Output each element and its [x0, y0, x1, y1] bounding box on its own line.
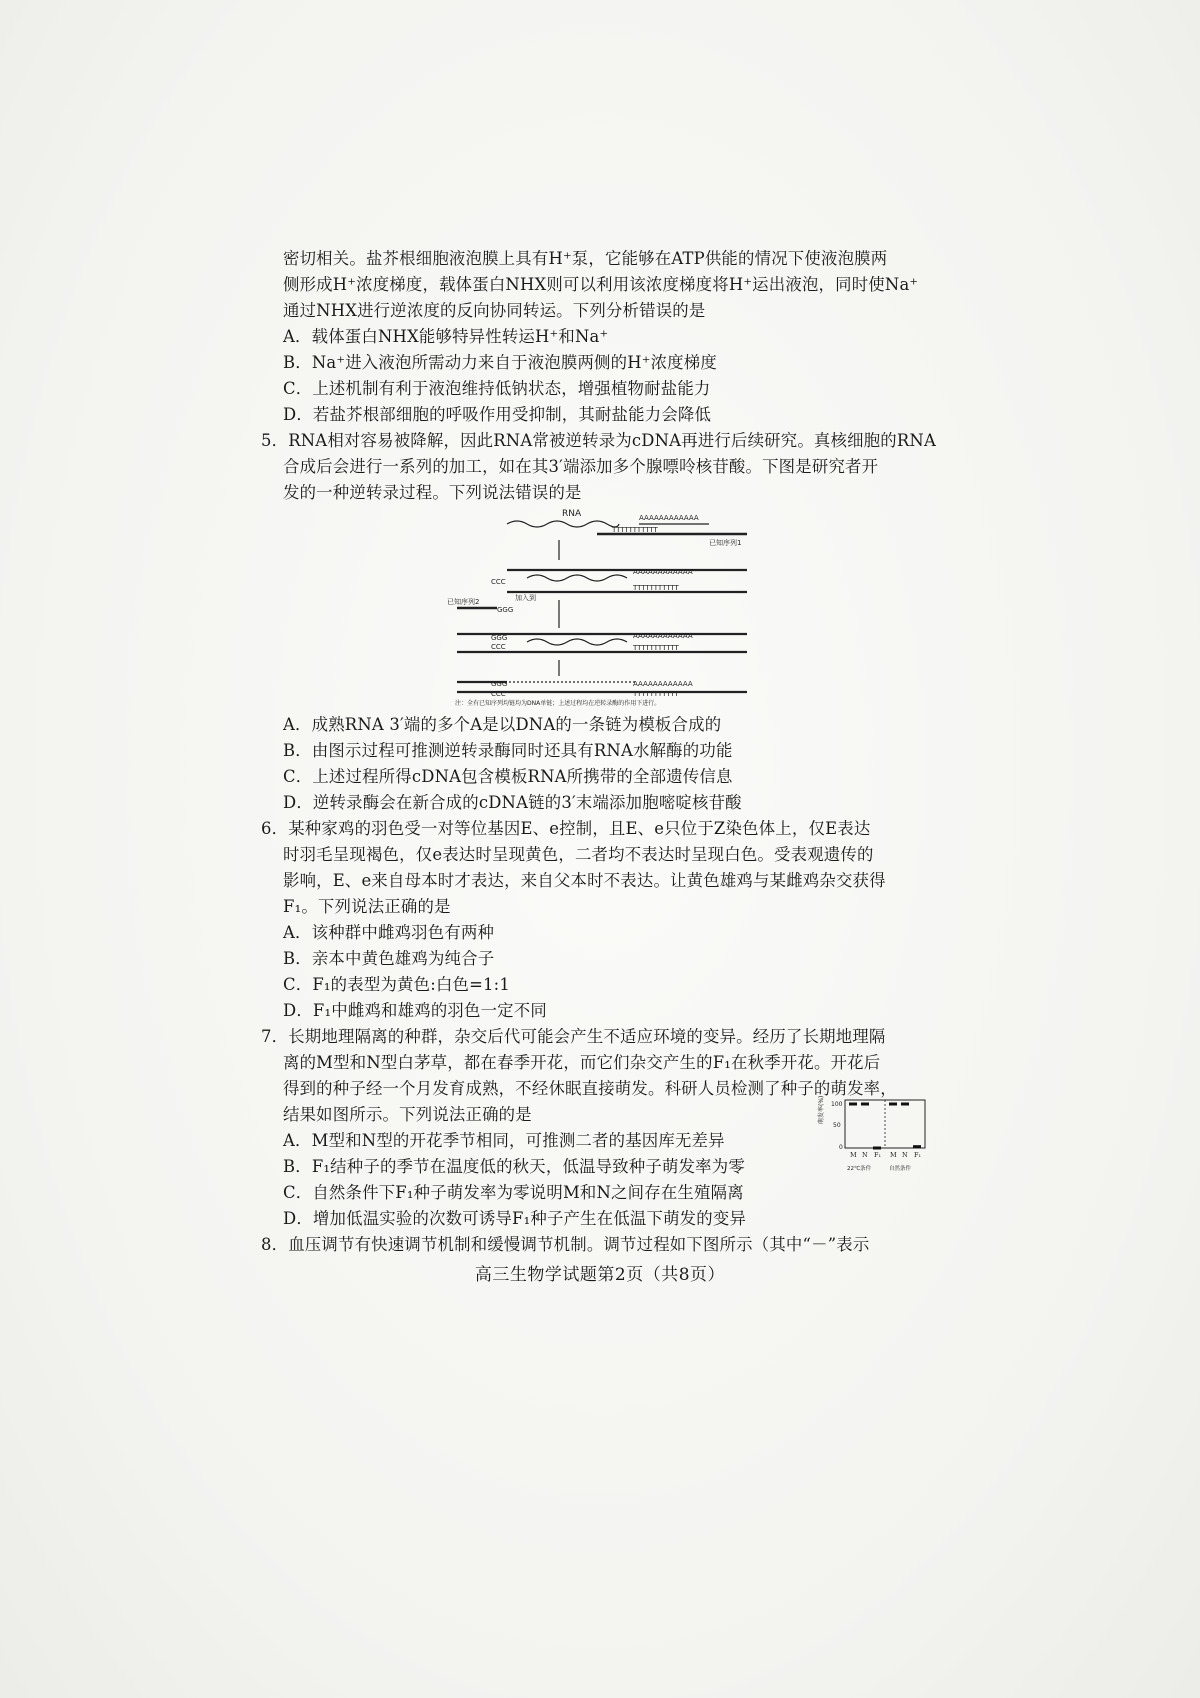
germination-chart: [819, 1094, 929, 1174]
germination-mark-1-2: [913, 1145, 921, 1148]
q4-line: 密切相关。盐芥根细胞液泡膜上具有H⁺泵，它能够在ATP供能的情况下使液泡膜两: [283, 249, 888, 268]
rna-strand-wave-2: [527, 575, 627, 581]
q6-option-d: D．F₁中雌鸡和雄鸡的羽色一定不同: [283, 1001, 547, 1020]
chart-category-label: N: [902, 1151, 908, 1159]
germination-mark-0-0: [849, 1103, 857, 1106]
q7-stem-line: 7．长期地理隔离的种群，杂交后代可能会产生不适应环境的变异。经历了长期地理隔: [261, 1027, 886, 1046]
chart-ylabel: 萌发率(%): [818, 1095, 825, 1124]
q4-option-a: A．载体蛋白NHX能够特异性转运H⁺和Na⁺: [283, 327, 609, 346]
ytick-0: 0: [839, 1144, 843, 1151]
group-label-natural: 自然条件: [889, 1166, 912, 1172]
germination-mark-0-1: [861, 1103, 869, 1106]
q5-stem-line: 合成后会进行一系列的加工，如在其3′端添加多个腺嘌呤核苷酸。下图是研究者开: [283, 457, 879, 476]
q7-option-a: A．M型和N型的开花季节相同，可推测二者的基因库无差异: [283, 1131, 725, 1150]
poly-t-text-1: TTTTTTTTTTT: [612, 526, 658, 534]
q7-stem-line: 结果如图所示。下列说法正确的是: [283, 1105, 532, 1124]
q7-option-d: D．增加低温实验的次数可诱导F₁种子产生在低温下萌发的变异: [283, 1209, 747, 1228]
reverse-transcription-figure: [447, 500, 771, 706]
q7-stem-line: 离的M型和N型白茅草，都在春季开花，而它们杂交产生的F₁在秋季开花。开花后: [283, 1053, 881, 1072]
q5-stem-line: 发的一种逆转录过程。下列说法错误的是: [283, 483, 582, 502]
q5-stem-line: 5．RNA相对容易被降解，因此RNA常被逆转录为cDNA再进行后续研究。真核细胞的RNA: [261, 431, 937, 450]
chart-category-label: N: [862, 1151, 868, 1159]
poly-a-text-3: AAAAAAAAAAAA: [633, 632, 693, 640]
known-seq1-label: 已知序列1: [709, 539, 742, 547]
poly-a-text-4: AAAAAAAAAAAA: [633, 680, 693, 688]
germination-mark-0-2: [873, 1147, 881, 1150]
poly-t-text-2: TTTTTTTTTTT: [633, 584, 679, 592]
rna-strand-wave: [507, 521, 619, 527]
q5-option-a: A．成熟RNA 3′端的多个A是以DNA的一条链为模板合成的: [283, 715, 722, 734]
q6-stem-line: F₁。下列说法正确的是: [283, 897, 451, 916]
ytick-50: 50: [833, 1122, 841, 1129]
poly-t-text-3: TTTTTTTTTTT: [633, 644, 679, 652]
q4-option-b: B．Na⁺进入液泡所需动力来自于液泡膜两侧的H⁺浓度梯度: [283, 353, 717, 372]
germination-mark-1-0: [889, 1103, 897, 1106]
q5-option-d: D．逆转录酶会在新合成的cDNA链的3′末端添加胞嘧啶核苷酸: [283, 793, 742, 812]
chart-category-label: M: [850, 1151, 857, 1159]
q4-line: 侧形成H⁺浓度梯度，载体蛋白NHX则可以利用该浓度梯度将H⁺运出液泡，同时使Na⁺: [283, 275, 919, 294]
figure-note: 注：全有已知序列均链均为DNA单链；上述过程均在逆转录酶的作用下进行。: [455, 700, 661, 707]
q7-option-c: C．自然条件下F₁种子萌发率为零说明M和N之间存在生殖隔离: [283, 1183, 744, 1202]
known-seq2-label: 已知序列2: [447, 598, 480, 606]
ccc-label-1: CCC: [491, 578, 506, 586]
poly-a-text-1: AAAAAAAAAAAA: [639, 514, 699, 522]
q6-option-a: A．该种群中雌鸡羽色有两种: [283, 923, 495, 942]
q6-stem-line: 时羽毛呈现褐色，仅e表达时呈现黄色，二者均不表达时呈现白色。受表观遗传的: [283, 845, 874, 864]
chart-category-label: F₁: [874, 1151, 882, 1159]
rna-label: RNA: [562, 509, 582, 519]
ggg-label-3: GGG: [491, 680, 508, 688]
q4-line: 通过NHX进行逆浓度的反向协同转运。下列分析错误的是: [283, 301, 706, 320]
rna-strand-wave-3: [527, 639, 627, 645]
q5-option-c: C．上述过程所得cDNA包含模板RNA所携带的全部遗传信息: [283, 767, 733, 786]
q4-option-c: C．上述机制有利于液泡维持低钠状态，增强植物耐盐能力: [283, 379, 711, 398]
q8-stem-line: 8．血压调节有快速调节机制和缓慢调节机制。调节过程如下图所示（其中“－”表示: [261, 1235, 870, 1254]
page-footer: 高三生物学试题第2页（共8页）: [474, 1265, 726, 1285]
q6-option-b: B．亲本中黄色雄鸡为纯合子: [283, 949, 495, 968]
ccc-label-2: CCC: [491, 643, 506, 651]
ggg-label-1: GGG: [497, 606, 514, 614]
q4-option-d: D．若盐芥根部细胞的呼吸作用受抑制，其耐盐能力会降低: [283, 405, 712, 424]
ccc-label-3: CCC: [491, 690, 506, 698]
poly-a-text-2: AAAAAAAAAAAA: [633, 568, 693, 576]
add-label: 加入到: [515, 594, 536, 602]
group-label-22c: 22℃条件: [847, 1166, 872, 1172]
q6-stem-line: 6．某种家鸡的羽色受一对等位基因E、e控制，且E、e只位于Z染色体上，仅E表达: [261, 819, 871, 838]
q5-option-b: B．由图示过程可推测逆转录酶同时还具有RNA水解酶的功能: [283, 741, 733, 760]
poly-t-text-4: TTTTTTTTTTT: [633, 690, 679, 698]
germination-mark-1-1: [901, 1103, 909, 1106]
ggg-label-2: GGG: [491, 634, 508, 642]
chart-category-label: M: [890, 1151, 897, 1159]
ytick-100: 100: [831, 1101, 843, 1108]
q7-option-b: B．F₁结种子的季节在温度低的秋天，低温导致种子萌发率为零: [283, 1157, 745, 1176]
chart-category-label: F₁: [914, 1151, 922, 1159]
q6-option-c: C．F₁的表型为黄色:白色=1:1: [283, 975, 511, 994]
q7-stem-line: 得到的种子经一个月发育成熟，不经休眠直接萌发。科研人员检测了种子的萌发率，: [283, 1079, 897, 1098]
q6-stem-line: 影响，E、e来自母本时才表达，来自父本时不表达。让黄色雄鸡与某雌鸡杂交获得: [283, 871, 886, 890]
